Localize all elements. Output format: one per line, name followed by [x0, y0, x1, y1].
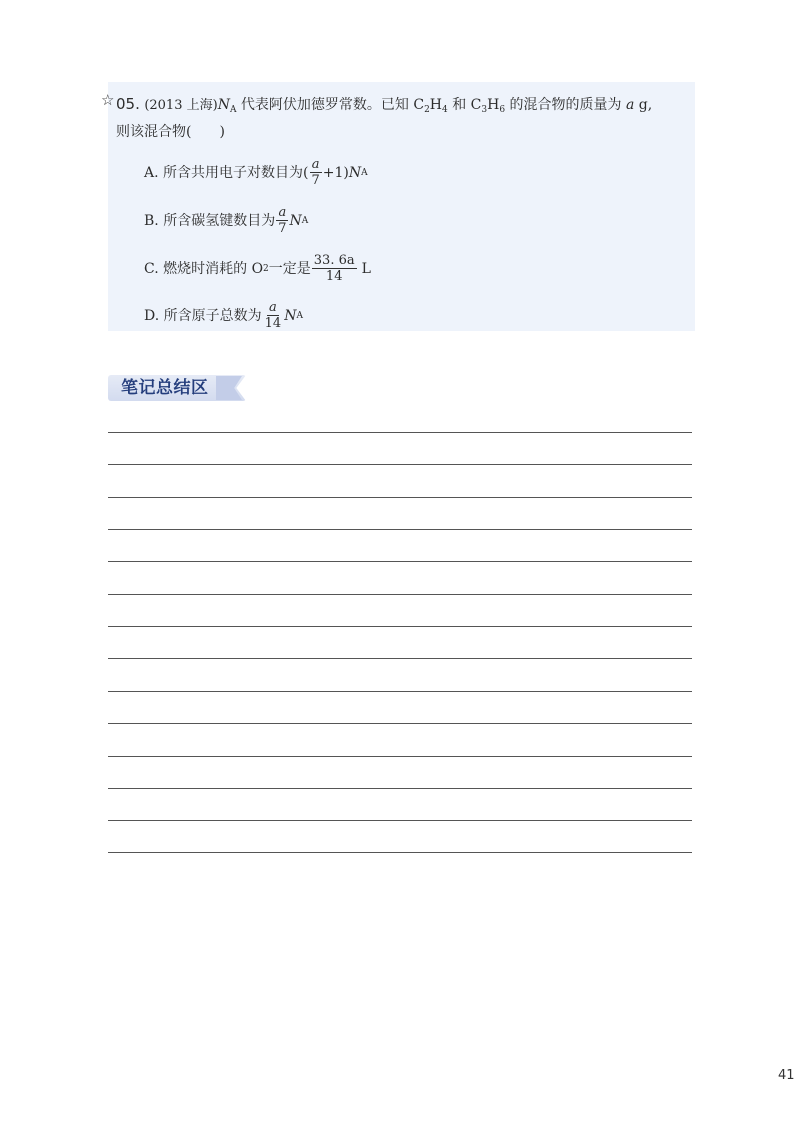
page-number: 41: [778, 1068, 795, 1083]
option-b[interactable]: B. 所含碳氢键数目为 $\frac{a}{7}$ N A: [144, 205, 309, 236]
option-a[interactable]: A. 所含共用电子对数目为( $\frac{a}{7}$ +1) N A: [144, 157, 368, 188]
note-line[interactable]: [108, 723, 692, 724]
fraction: $\frac{33. 6a}{14}$: [313, 253, 355, 284]
fraction: $\frac{a}{7}$: [278, 205, 287, 236]
notes-title-tag: [108, 373, 248, 403]
tag-accent-stripe: [216, 376, 242, 400]
note-line[interactable]: [108, 432, 692, 433]
note-line[interactable]: [108, 497, 692, 498]
notes-title: 笔记总结区: [121, 378, 209, 398]
option-d[interactable]: D. 所含原子总数为 $\frac{a}{14}$ N A: [144, 300, 303, 331]
question-number: 05.: [116, 95, 140, 113]
question-stem-line1: 05. (2013 上海)$N_A$ 代表阿伏加德罗常数。已知 $C_2H_4$ 和 $C_3H_6$ 的混合物的质量为 a g,: [116, 95, 653, 115]
note-line[interactable]: [108, 788, 692, 789]
note-line[interactable]: [108, 464, 692, 465]
fraction: $\frac{a}{14}$: [264, 300, 282, 331]
note-line[interactable]: [108, 594, 692, 595]
question-stem-line2: 则该混合物( ): [116, 124, 225, 140]
note-line[interactable]: [108, 691, 692, 692]
note-line[interactable]: [108, 658, 692, 659]
note-line[interactable]: [108, 852, 692, 853]
note-line[interactable]: [108, 820, 692, 821]
fraction: $\frac{a}{7}$: [311, 157, 320, 188]
note-line[interactable]: [108, 529, 692, 530]
question-source: (2013 上海): [144, 98, 218, 113]
note-line[interactable]: [108, 756, 692, 757]
option-c[interactable]: C. 燃烧时消耗的 O 2 一定是 $\frac{33. 6a}{14}$ L: [144, 253, 371, 284]
note-line[interactable]: [108, 626, 692, 627]
star-icon: ☆: [101, 91, 115, 109]
note-line[interactable]: [108, 561, 692, 562]
